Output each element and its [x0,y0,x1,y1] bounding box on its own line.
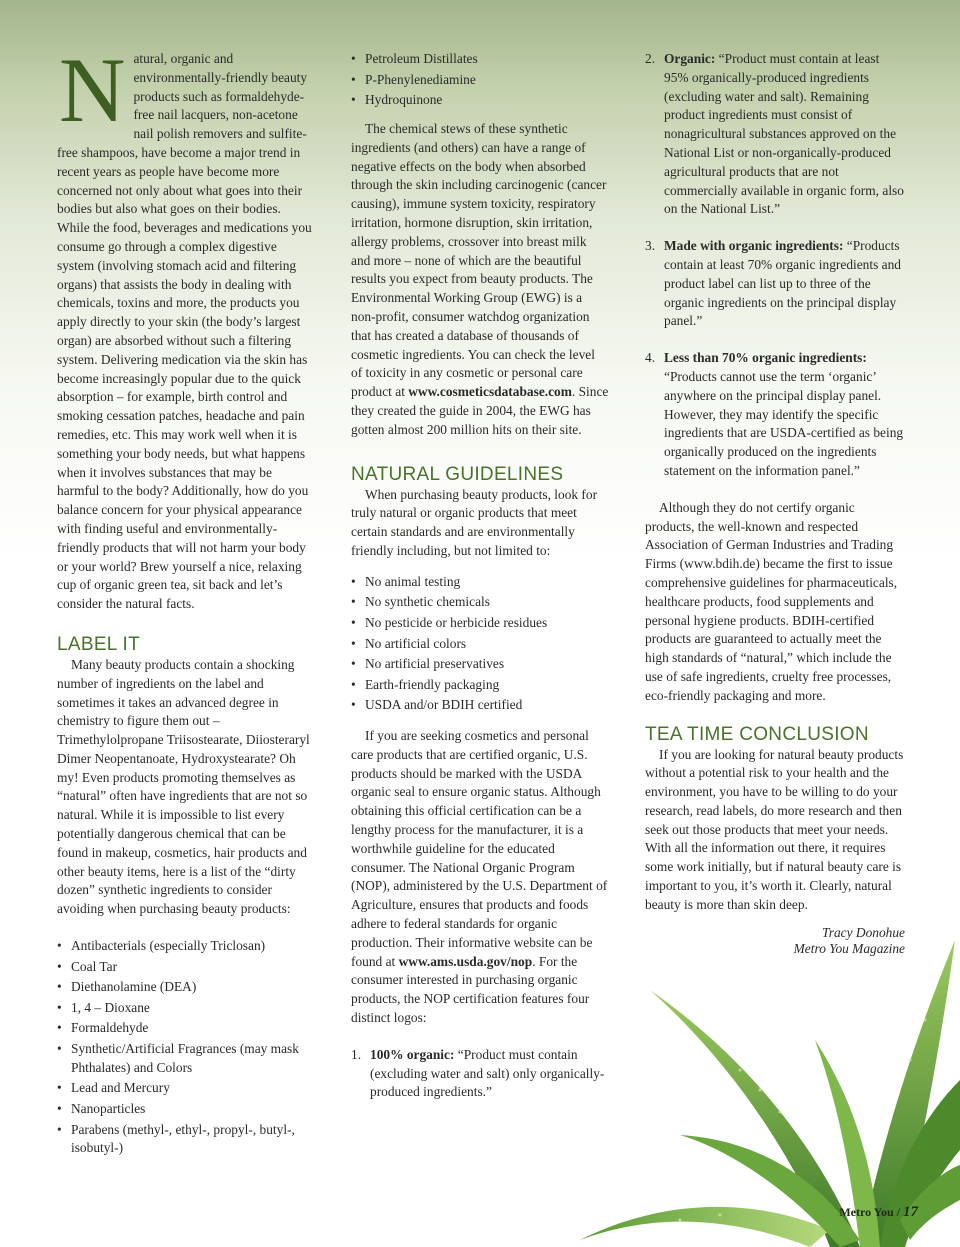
page-number: 17 [903,1204,918,1220]
nop-logo-item [351,1046,609,1102]
dirty-dozen-list-continued [351,50,609,110]
item-number: 2. [645,51,656,66]
list-item: • No animal testing [351,573,609,592]
list-item: • No artificial colors [351,635,609,654]
item-text: “Product must contain (excluding water and salt) only organically-produced ingredients.” [370,1046,605,1100]
list-item: • Diethanolamine (DEA) [57,978,315,997]
item-text: “Products cannot use the term ‘organic’ anywhere on the principal display panel. However, they may identify the specific ingredients that are USDA-certified as being organically produced on the ingredients statement on the information panel.” [664,368,904,478]
list-item: • Lead and Mercury [57,1079,315,1098]
list-item: • Earth-friendly packaging [351,676,609,695]
list-item: • 1, 4 – Dioxane [57,999,315,1018]
list-item: • Antibacterials (especially Triclosan) [57,937,315,956]
list-item: • Parabens (methyl-, ethyl-, propyl-, butyl-, isobutyl-) [57,1121,315,1159]
usda-text-end: . For the consumer interested in purchasing organic products, the NOP certification features four distinct logos: [351,953,590,1026]
list-item: • No artificial preservatives [351,655,609,674]
item-title: Made with organic ingredients: [664,238,844,254]
item-number: 1. [351,1046,362,1062]
heading-natural-guidelines: NATURAL GUIDELINES [351,463,564,485]
item-title: 100% organic: [370,1046,455,1062]
natural-guidelines-intro: When purchasing beauty products, look for truly natural or organic products that meet certain standards and are environmentally friendly including, but not limited to: [351,486,598,558]
usda-text: If you are seeking cosmetics and personal care products that are certified organic, U.S. products should be marked with the USDA organic seal to ensure organic status. Although obtaining this official certification can be a lengthy process for the manufacturer, it is a worthwhile guideline for the educated consumer. The National Organic Program (NOP), administered by the U.S. Department of Agriculture, ensures that products and foods adhere to federal standards for organic production. Their informative website can be found at [351,728,608,969]
bdih-paragraph: Although they do not certify organic products, the well-known and respected Association of German Industries and Trading Firms (www.bdih.de) became the first to issue comprehensive guidelines for pharmaceuticals, healthcare products, food supplements and personal hygiene products. BDIH-certified products are guaranteed to actually meet the high standards of “natural,” which include the use of safe ingredients, cruelty free processes, eco-friendly packaging and more. [645,499,898,703]
list-item: • Petroleum Distillates [351,50,609,69]
item-title: Organic: [664,51,716,66]
nop-logo-item [645,349,905,481]
dirty-dozen-list [57,937,315,1158]
heading-label-it: LABEL IT [57,633,141,655]
nop-logos-list [351,1046,609,1102]
publication-name: Metro You Magazine [793,940,905,956]
item-text: “Product must contain at least 95% organically-produced ingredients (excluding water and salt). Remaining product ingredients must consist of nonagricultural substances approved on the National List or non-organically-produced agricultural products that are not commercially available in organic form, also on the National List.” [664,51,904,217]
list-item: • No synthetic chemicals [351,593,609,612]
item-title: Less than 70% organic ingredients: [664,350,867,366]
usda-paragraph [351,727,609,1028]
list-item: • USDA and/or BDIH certified [351,696,609,715]
column-3 [645,50,905,957]
nop-logo-item [645,50,905,219]
item-text: “Products contain at least 70% organic ingredients and product label can list up to three of the organic ingredients on the principal display panel.” [664,238,901,329]
label-it-paragraph: Many beauty products contain a shocking number of ingredients on the label and sometimes it takes an advanced degree in chemistry to figure them out – Trimethylolpropane Triisostearate, Diiosteraryl Dimer Neopentanoate, Hydroxystearate? Oh my! Even products promoting themselves as “natural” often have ingredients that are not so natural. While it is impossible to list every potentially dangerous chemical that can be found in makeup, cosmetics, hair products and other beauty items, here is a list of the “dirty dozen” synthetic ingredients to consider avoiding when purchasing beauty products: [57,656,310,917]
list-item: • Coal Tar [57,958,315,977]
chemical-stews-text: The chemical stews of these synthetic ingredients (and others) can have a range of negative effects on the body when absorbed through the skin including carcinogenic (cancer causing), immune system toxicity, respiratory irritation, hormone disruption, skin irritation, allergy problems, crossover into breast milk and more – none of which are the beautiful results you expect from beauty products. The Environmental Working Group (EWG) is a non-profit, consumer watchdog organization that has created a database of thousands of cosmetic ingredients. You can check the level of toxicity in any cosmetic or personal care product at [351,120,607,400]
intro-paragraph [57,39,315,614]
natural-standards-list [351,573,609,715]
list-item: • Nanoparticles [57,1100,315,1119]
item-number: 3. [645,238,656,254]
list-item: • Formaldehyde [57,1019,315,1038]
drop-cap: N [59,39,126,141]
nop-logo-item [645,237,905,331]
ewg-link[interactable]: www.cosmeticsdatabase.com [408,384,572,400]
intro-text: atural, organic and environmentally-friendly beauty products such as formaldehyde-free nail lacquers, non-acetone nail polish removers and sulfite-free shampoos, have become a major trend in recent years as people have become more concerned not only about what goes into their bodies but also what goes on their bodies. While the food, beverages and medications you consume go through a complex digestive system (involving stomach acid and filtering organs) that assists the body in dealing with chemicals, toxins and more, the products you apply directly to your skin (the body’s largest organ) are absorbed without such a filtering system. Delivering medication via the skin has become increasingly popular due to the quick absorption – for example, birth control and smoking cessation patches, headache and pain remedies, etc. This may work well when it is something your body needs, but what happens when it involves substances that may be harmful to the body? Additionally, how do you balance concern for your physical appearance with finding useful and environmentally-friendly products that will not harm your body or your world? Brew yourself a nice, relaxing cup of organic green tea, sit back and let’s consider the natural facts. [57,51,312,612]
list-item: • Synthetic/Artificial Fragrances (may mask Phthalates) and Colors [57,1040,315,1078]
chemical-stews-text-end: . Since they created the guide in 2004, the EWG has gotten almost 200 million hits on their site. [351,384,609,437]
chemical-stews-paragraph [351,120,609,440]
author-name: Tracy Donohue [822,924,905,940]
nop-logos-list-continued [645,50,905,481]
list-item: • Hydroquinone [351,91,609,110]
column-2 [351,50,609,1102]
list-item: • No pesticide or herbicide residues [351,614,609,633]
usda-link[interactable]: www.ams.usda.gov/nop [398,953,533,969]
page-footer [839,1204,918,1221]
conclusion-paragraph: If you are looking for natural beauty products without a potential risk to your health and the environment, you have to be willing to do your research, read labels, do more research and then seek out those products that meet your needs. With all the information out there, it requires some work initially, but if natural beauty care is important to you, it’s worth it. Clearly, natural beauty is more than skin deep. [645,746,904,912]
item-number: 4. [645,350,656,366]
footer-magazine: Metro You / [839,1205,900,1219]
list-item: • P-Phenylenediamine [351,71,609,90]
heading-tea-time-conclusion: TEA TIME CONCLUSION [645,723,869,745]
column-1 [57,39,315,1160]
aloe-plant-image [560,920,960,1247]
